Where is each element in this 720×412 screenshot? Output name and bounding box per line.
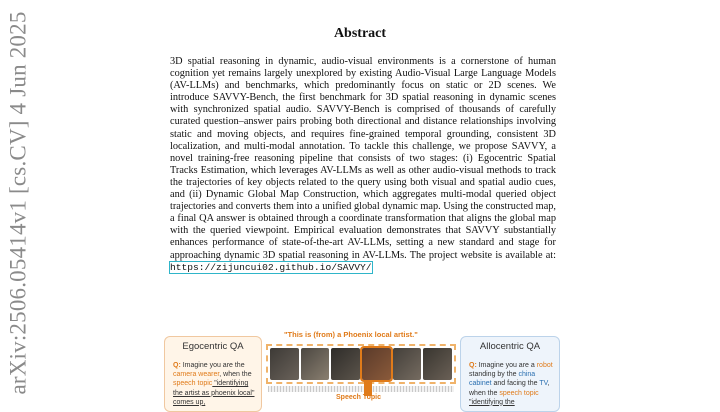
speech-quote: "This is (from) a Phoenix local artist." <box>284 330 418 339</box>
panel-question: Q: Imagine you are the camera wearer, when the speech topic "identifying the artist as phoenix local" comes up, <box>173 362 255 406</box>
video-frame <box>270 348 299 380</box>
arxiv-identifier: arXiv:2506.05414v1 [cs.CV] 4 Jun 2025 <box>6 10 32 395</box>
project-website-link[interactable]: https://zijuncui02.github.io/SAVVY/ <box>170 261 372 273</box>
abstract-paragraph <box>170 56 556 274</box>
speech-topic-label: Speech Topic <box>336 394 381 401</box>
arxiv-stamp <box>2 0 36 405</box>
panel-title: Egocentric QA <box>182 341 244 352</box>
video-frame <box>301 348 330 380</box>
audio-timeline <box>268 386 454 392</box>
video-frame <box>393 348 422 380</box>
video-frames-strip <box>266 344 456 384</box>
allocentric-qa-panel <box>460 336 560 412</box>
panel-title: Allocentric QA <box>479 341 541 352</box>
video-frame <box>423 348 452 380</box>
teaser-figure <box>164 330 558 410</box>
panel-question: Q: Imagine you are a robot standing by the china cabinet and facing the TV, when the speech topic "identifying the <box>469 362 553 406</box>
egocentric-qa-panel <box>164 336 262 412</box>
abstract-text: 3D spatial reasoning in dynamic, audio-visual environments is a cornerstone of human cognition yet remains largely unexplored by existing Audio-Visual Large Language Models (AV-LLMs) and benchmarks, which predominantly focus on static or 2D scenes. We introduce SAVVY-Bench, the first benchmark for 3D spatial reasoning in dynamic scenes with synchronized spatial audio. SAVVY-Bench is comprised of thousands of carefully curated question–answer pairs probing both directional and distance relationships involving static and moving objects, and requires fine-grained temporal grounding, consistent 3D localization, and multi-modal annotation. To tackle this challenge, we propose SAVVY, a novel training-free reasoning pipeline that consists of two stages: (i) Egocentric Spatial Tracks Estimation, which leverages AV-LLMs as well as other audio-visual methods to track the trajectories of key objects related to the query using both visual and spatial audio cues, and (ii) Dynamic Global Map Construction, which aggregates multi-modal queried object trajectories and converts them into a unified global dynamic map. Using the constructed map, a final QA answer is obtained through a coordinate transformation that aligns the global map with the queried viewpoint. Empirical evaluation demonstrates that SAVVY substantially enhances performance of state-of-the-art AV-LLMs, setting a new standard and stage for approaching dynamic 3D spatial reasoning in AV-LLMs. The project website is available at: <box>170 56 556 261</box>
video-frame <box>331 348 360 380</box>
video-frame-highlighted <box>362 348 391 380</box>
section-title: Abstract <box>333 26 387 41</box>
